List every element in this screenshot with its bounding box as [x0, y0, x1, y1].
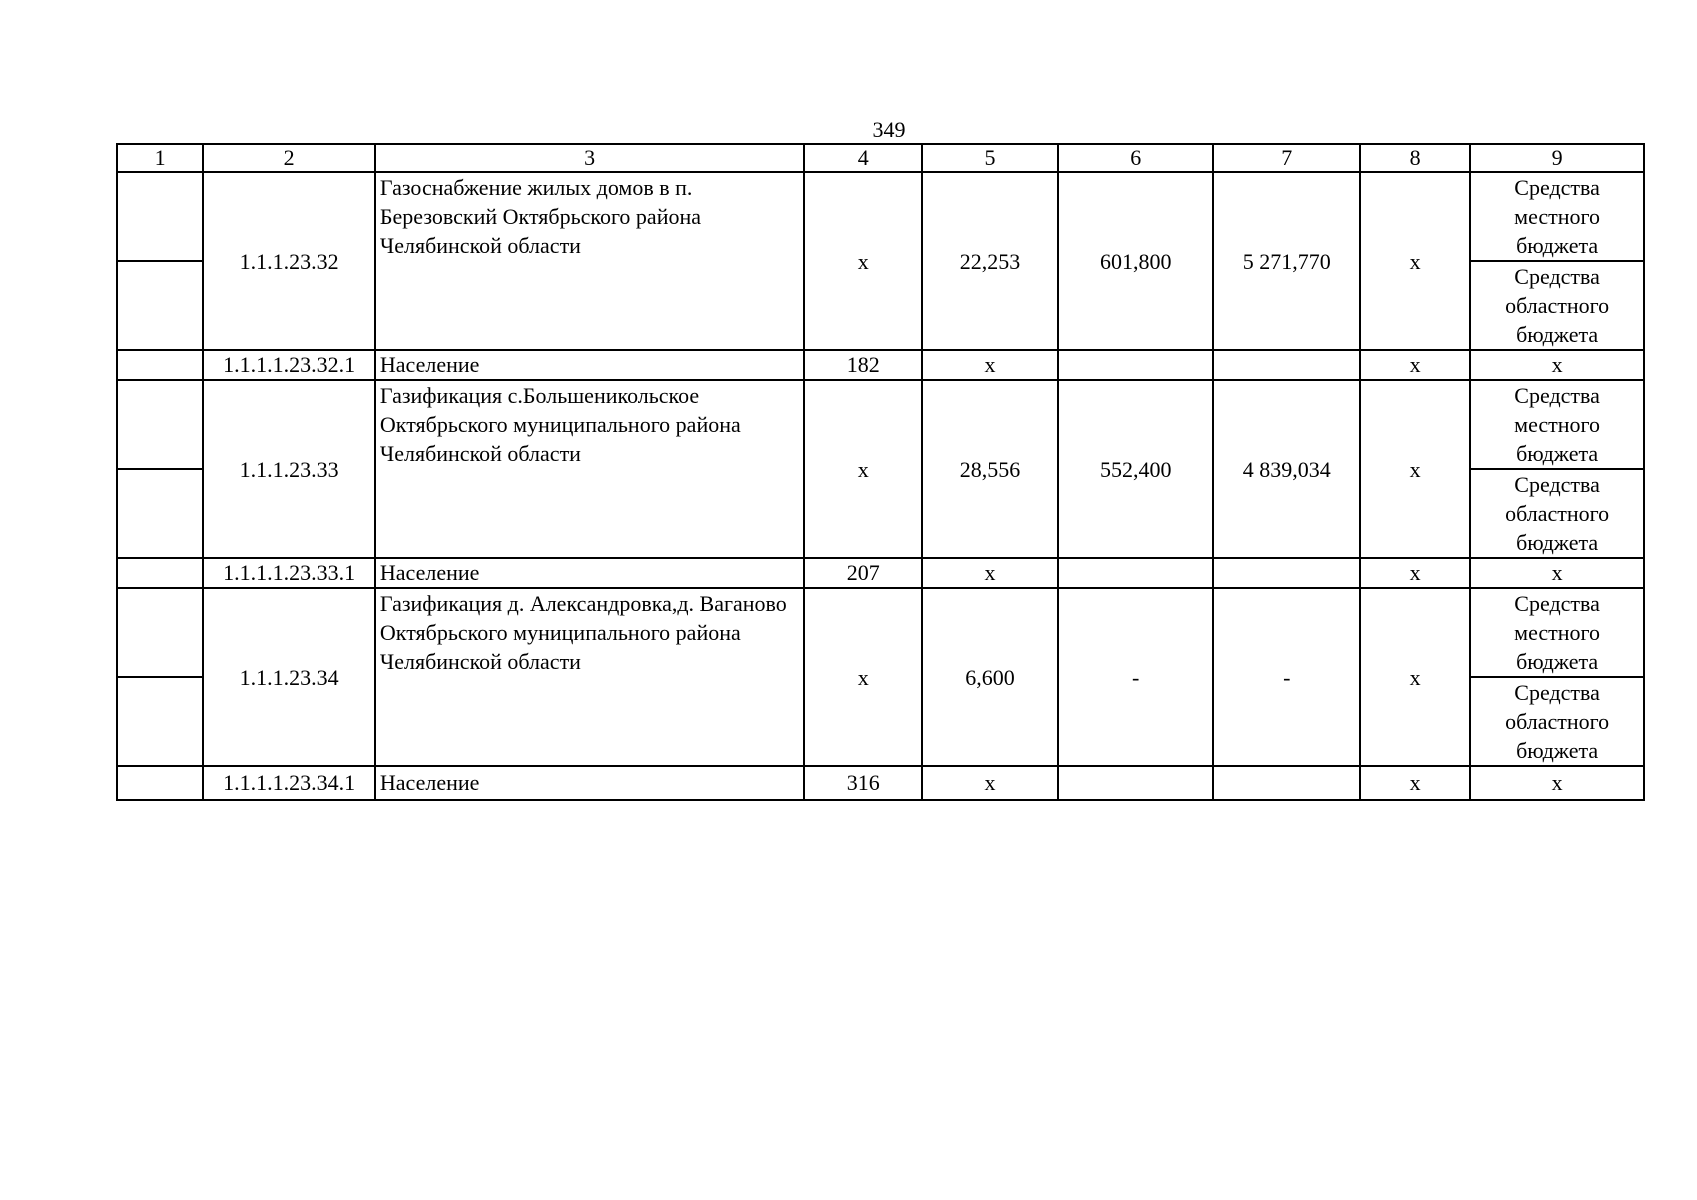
- population-c4: 182: [804, 350, 922, 380]
- row-c8: х: [1360, 588, 1470, 766]
- column-header: 5: [922, 144, 1058, 172]
- row-c6: -: [1058, 588, 1213, 766]
- row-c7: 4 839,034: [1213, 380, 1360, 558]
- population-c8: х: [1360, 766, 1470, 800]
- column-header: 4: [804, 144, 922, 172]
- row-c8: х: [1360, 380, 1470, 558]
- row-number-cell: [117, 172, 203, 261]
- row-c4: х: [804, 172, 922, 350]
- population-c7: [1213, 558, 1360, 588]
- population-c4: 316: [804, 766, 922, 800]
- row-number-cell: [117, 261, 203, 350]
- population-c7: [1213, 350, 1360, 380]
- column-header: 8: [1360, 144, 1470, 172]
- funding-source: Средства местного бюджета: [1470, 588, 1644, 677]
- column-header: 7: [1213, 144, 1360, 172]
- population-c4: 207: [804, 558, 922, 588]
- table-row: [117, 588, 1644, 677]
- population-c9: х: [1470, 350, 1644, 380]
- row-number-cell: [117, 588, 203, 677]
- population-row: [117, 766, 1644, 800]
- row-c5: 28,556: [922, 380, 1058, 558]
- population-c5: х: [922, 766, 1058, 800]
- row-c5: 6,600: [922, 588, 1058, 766]
- column-header: 6: [1058, 144, 1213, 172]
- population-c8: х: [1360, 558, 1470, 588]
- row-number-cell: [117, 558, 203, 588]
- row-code: 1.1.1.23.34: [203, 588, 375, 766]
- row-number-cell: [117, 677, 203, 766]
- column-header: 1: [117, 144, 203, 172]
- table-row: [117, 172, 1644, 261]
- row-name: Газификация с.Большеникольское Октябрьского муниципального района Челябинской области: [375, 380, 805, 558]
- row-c4: х: [804, 380, 922, 558]
- funding-source: Средства областного бюджета: [1470, 469, 1644, 558]
- page-number: 349: [872, 117, 906, 142]
- table-row: [117, 380, 1644, 469]
- column-header: 9: [1470, 144, 1644, 172]
- population-c6: [1058, 766, 1213, 800]
- row-c7: 5 271,770: [1213, 172, 1360, 350]
- row-c8: х: [1360, 172, 1470, 350]
- row-name: Газификация д. Александровка,д. Ваганово Октябрьского муниципального района Челябинской области: [375, 588, 805, 766]
- population-code: 1.1.1.1.23.34.1: [203, 766, 375, 800]
- column-header: 3: [375, 144, 805, 172]
- population-label: Население: [375, 766, 805, 800]
- row-number-cell: [117, 350, 203, 380]
- row-number-cell: [117, 766, 203, 800]
- row-c5: 22,253: [922, 172, 1058, 350]
- population-c7: [1213, 766, 1360, 800]
- row-c6: 601,800: [1058, 172, 1213, 350]
- row-code: 1.1.1.23.32: [203, 172, 375, 350]
- row-name: Газоснабжение жилых домов в п. Березовский Октябрьского района Челябинской области: [375, 172, 805, 350]
- funding-source: Средства областного бюджета: [1470, 261, 1644, 350]
- population-code: 1.1.1.1.23.32.1: [203, 350, 375, 380]
- row-number-cell: [117, 469, 203, 558]
- population-c5: х: [922, 350, 1058, 380]
- row-code: 1.1.1.23.33: [203, 380, 375, 558]
- row-c4: х: [804, 588, 922, 766]
- population-c6: [1058, 558, 1213, 588]
- funding-source: Средства областного бюджета: [1470, 677, 1644, 766]
- population-c9: х: [1470, 766, 1644, 800]
- population-row: [117, 350, 1644, 380]
- population-code: 1.1.1.1.23.33.1: [203, 558, 375, 588]
- column-header: 2: [203, 144, 375, 172]
- population-c6: [1058, 350, 1213, 380]
- population-c9: х: [1470, 558, 1644, 588]
- population-label: Население: [375, 350, 805, 380]
- population-c5: х: [922, 558, 1058, 588]
- header-row: [117, 144, 1644, 172]
- row-c7: -: [1213, 588, 1360, 766]
- population-row: [117, 558, 1644, 588]
- population-c8: х: [1360, 350, 1470, 380]
- population-label: Население: [375, 558, 805, 588]
- funding-source: Средства местного бюджета: [1470, 380, 1644, 469]
- row-c6: 552,400: [1058, 380, 1213, 558]
- funding-source: Средства местного бюджета: [1470, 172, 1644, 261]
- data-table: [116, 143, 1645, 801]
- row-number-cell: [117, 380, 203, 469]
